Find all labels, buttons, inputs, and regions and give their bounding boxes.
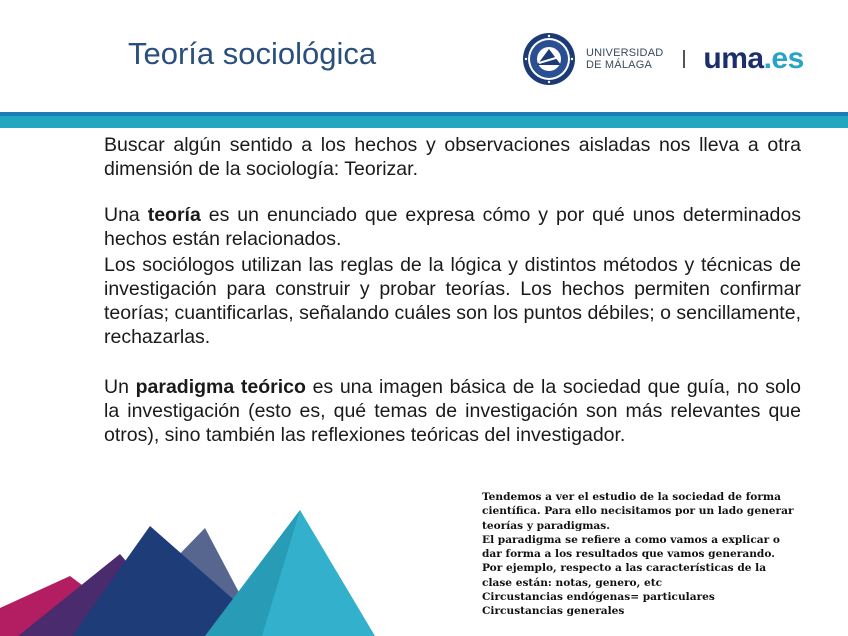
theory-post: es un enunciado que expresa cómo y por qué unos determinados hechos están relacionados. xyxy=(104,204,801,250)
speaker-note xyxy=(482,490,802,619)
uma-es-logo xyxy=(703,42,803,76)
header-band xyxy=(0,116,848,128)
note-line: Circustancias endógenas= particulares xyxy=(482,591,715,604)
uma-logo-es: es xyxy=(771,42,804,75)
paragraph-theory xyxy=(104,203,801,251)
note-line: clase están: notas, genero, etc xyxy=(482,576,663,589)
slide-body xyxy=(104,133,801,447)
university-name xyxy=(586,47,663,71)
paragraph-methods: Los sociólogos utilizan las reglas de la lógica y distintos métodos y técnicas de investigación para construir y probar teorías. Los hechos permiten confirmar teorías; cuantificarlas, señalando cuáles son los puntos débiles; o sencillamente, rechazarlas. xyxy=(104,254,801,348)
uma-logo-main: uma xyxy=(703,42,764,75)
paradigm-term: paradigma teórico xyxy=(135,376,306,398)
note-line: Por ejemplo, respecto a las características de la xyxy=(482,562,767,575)
page-title: Teoría sociológica xyxy=(128,36,377,71)
note-line: El paradigma se refiere a como vamos a explicar o xyxy=(482,533,780,546)
note-line: Tendemos a ver el estudio de la sociedad de forma xyxy=(482,491,781,503)
university-line-1: UNIVERSIDAD xyxy=(586,47,664,59)
note-line: Circustancias generales xyxy=(482,605,625,618)
uma-logo-dot: . xyxy=(763,42,772,75)
paragraph-paradigm xyxy=(104,375,801,447)
university-seal-icon xyxy=(522,32,576,86)
logo-separator xyxy=(683,50,685,68)
university-logo xyxy=(522,32,804,86)
theory-pre: Una xyxy=(104,204,148,226)
paragraph-intro: Buscar algún sentido a los hechos y observaciones aisladas nos lleva a otra dimensión de la sociología: Teorizar. xyxy=(104,134,801,180)
note-line: teorías y paradigmas. xyxy=(482,519,610,532)
decorative-mountains xyxy=(0,496,380,636)
note-line: dar forma a los resultados que vamos generando. xyxy=(482,548,775,561)
note-line: científica. Para ello necisitamos por un lado generar xyxy=(482,505,794,518)
paradigm-post: es una imagen básica de la sociedad que guía, no solo la investigación (esto es, qué temas de investigación son más relevantes que otros), sino también las reflexiones teóricas del investigador. xyxy=(104,376,801,446)
theory-term: teoría xyxy=(147,204,201,226)
university-line-2: DE MÁLAGA xyxy=(586,59,652,71)
paradigm-pre: Un xyxy=(104,376,136,398)
